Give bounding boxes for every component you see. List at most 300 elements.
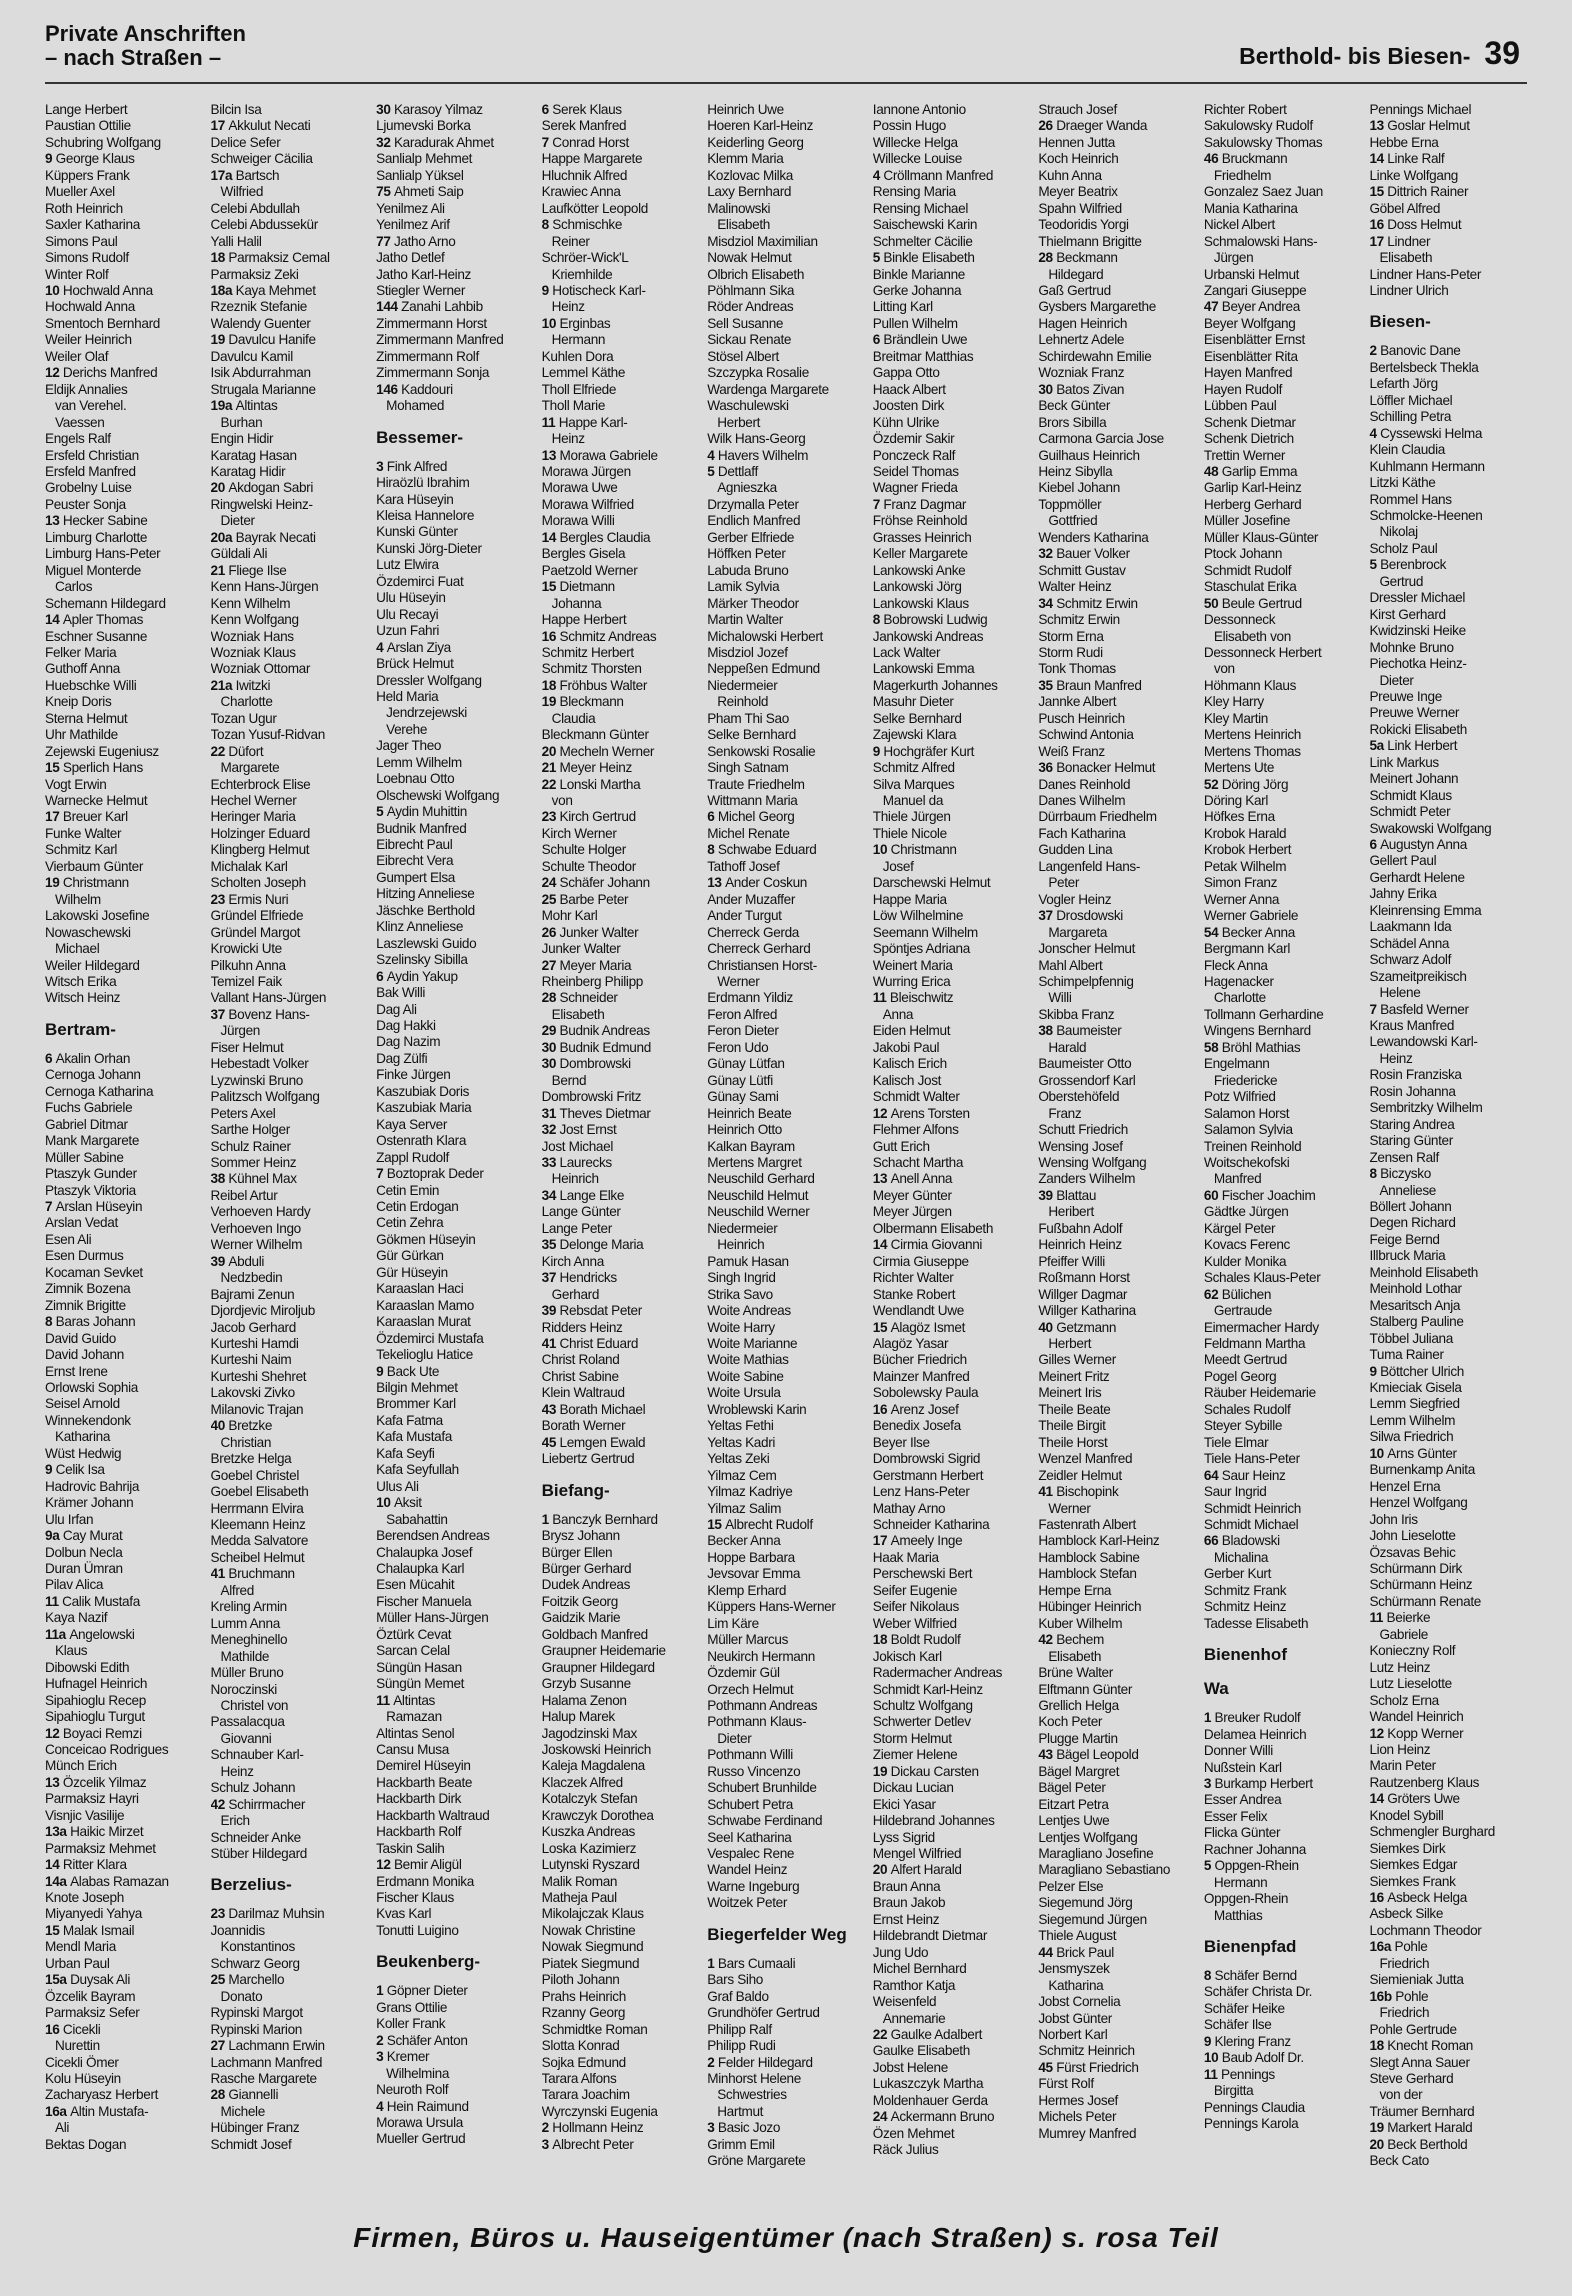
- list-item: Schutt Friedrich: [1038, 1122, 1128, 1138]
- list-item: 14 Gröters Uwe: [1369, 1791, 1460, 1807]
- list-item: Charlotte: [220, 694, 273, 710]
- list-item: Gerhard: [551, 1286, 600, 1302]
- list-item: Sickau Renate: [707, 332, 792, 348]
- list-item: Olbermann Elisabeth: [872, 1220, 994, 1236]
- house-number: 2: [707, 2054, 718, 2070]
- list-item: Sakulowsky Rudolf: [1203, 118, 1313, 134]
- list-item: Gudden Lina: [1038, 842, 1113, 858]
- list-item: 19 Davulcu Hanife: [210, 332, 316, 348]
- list-item: Hennen Jutta: [1038, 134, 1115, 150]
- list-item: Winter Rolf: [45, 266, 109, 282]
- list-item: Tekelioglu Hatice: [376, 1347, 473, 1363]
- list-item: Celebi Abdussekür: [210, 217, 318, 233]
- list-item: Märker Theodor: [707, 595, 799, 611]
- house-number: 34: [541, 1187, 560, 1203]
- list-item: Marin Peter: [1369, 1758, 1436, 1774]
- list-item: Schweiger Cäcilia: [210, 151, 313, 167]
- list-item: 7 Basfeld Werner: [1369, 1001, 1469, 1017]
- list-item: Morawa Uwe: [541, 480, 618, 496]
- list-item: Hagenacker: [1203, 974, 1274, 990]
- list-item: Laufkötter Leopold: [541, 200, 648, 216]
- list-item: 1 Göpner Dieter: [376, 1983, 468, 1999]
- list-item: Kara Hüseyin: [376, 491, 454, 507]
- list-item: Niedermeier: [707, 1220, 778, 1236]
- list-item: Urbanski Helmut: [1203, 266, 1300, 282]
- list-item: Hoeren Karl-Heinz: [707, 118, 814, 134]
- list-item: Woite Andreas: [707, 1303, 791, 1319]
- list-item: Lemm Wilhelm: [1369, 1412, 1456, 1428]
- list-item: Yeltas Kadri: [707, 1434, 776, 1450]
- list-item: Beck Cato: [1369, 2153, 1429, 2169]
- list-item: 15 Dietmann: [541, 579, 615, 595]
- list-item: Ostenrath Klara: [376, 1133, 467, 1149]
- list-item: Meinert Fritz: [1038, 1368, 1110, 1384]
- list-item: 15 Sperlich Hans: [45, 760, 143, 776]
- list-item: Kafa Fatma: [376, 1412, 443, 1428]
- list-item: Budnik Manfred: [376, 820, 467, 836]
- house-number: 17: [1369, 233, 1388, 249]
- list-item: Warne Ingeburg: [707, 1878, 800, 1894]
- list-item: Eschner Susanne: [45, 628, 148, 644]
- list-item: Woite Mathias: [707, 1352, 789, 1368]
- list-item: Lindner Hans-Peter: [1369, 266, 1482, 282]
- list-item: Ulu Hüseyin: [376, 590, 446, 606]
- list-item: Rzeznik Stefanie: [210, 299, 307, 315]
- list-item: Sabahattin: [386, 1511, 448, 1527]
- list-item: Possin Hugo: [872, 118, 946, 134]
- list-item: Gonzalez Saez Juan: [1203, 184, 1324, 200]
- list-item: Dickau Lucian: [872, 1780, 954, 1796]
- list-item: Brysz Johann: [541, 1528, 620, 1544]
- directory-column: [45, 102, 201, 2187]
- list-item: Herbert: [1048, 1335, 1092, 1351]
- list-item: Masuhr Dieter: [872, 694, 954, 710]
- list-item: Franz: [1048, 1105, 1082, 1121]
- list-item: Elisabeth von: [1213, 628, 1291, 644]
- list-item: Feron Alfred: [707, 1006, 778, 1022]
- list-item: 1 Banczyk Bernhard: [541, 1511, 658, 1527]
- house-number: 11: [45, 1593, 63, 1609]
- house-number: 18: [210, 250, 229, 266]
- list-item: Kalkan Bayram: [707, 1138, 795, 1154]
- list-item: Lange Herbert: [45, 102, 128, 117]
- house-number: 24: [872, 2109, 891, 2125]
- list-item: Neuroth Rolf: [376, 2082, 449, 2098]
- list-item: Gertrud: [1379, 573, 1424, 589]
- list-item: Scholz Paul: [1369, 540, 1438, 556]
- list-item: Hochwald Anna: [45, 299, 135, 315]
- list-item: Laszlewski Guido: [376, 935, 477, 951]
- list-item: Orlowski Sophia: [45, 1379, 138, 1395]
- list-item: Joannidis: [210, 1922, 265, 1938]
- list-item: Tollmann Gerhardine: [1203, 1006, 1324, 1022]
- list-item: Pelzer Else: [1038, 1878, 1104, 1894]
- list-item: Grzyb Susanne: [541, 1676, 631, 1692]
- house-number: 9: [45, 1462, 56, 1478]
- list-item: 6 Serek Klaus: [541, 102, 622, 117]
- list-item: Halup Marek: [541, 1709, 615, 1725]
- house-number: 30: [541, 1056, 560, 1072]
- list-item: Böllert Johann: [1369, 1199, 1452, 1214]
- list-item: Klein Claudia: [1369, 442, 1445, 458]
- house-number: 8: [1369, 1166, 1381, 1182]
- list-item: 17 Ameely Inge: [872, 1533, 963, 1549]
- list-item: Dürrbaum Friedhelm: [1038, 809, 1157, 825]
- house-number: 28: [1038, 250, 1057, 266]
- list-item: Bleckmann Günter: [541, 727, 649, 743]
- list-item: Röder Andreas: [707, 299, 794, 315]
- list-item: Niedermeier: [707, 677, 778, 693]
- list-item: Lemm Siegfried: [1369, 1396, 1460, 1412]
- list-item: Rachner Johanna: [1203, 1841, 1306, 1857]
- list-item: Jobst Günter: [1038, 2010, 1112, 2026]
- house-number: 1: [707, 1955, 718, 1971]
- list-item: Morawa Jürgen: [541, 463, 631, 479]
- house-number: 38: [1038, 1023, 1057, 1039]
- list-item: Rypinski Margot: [210, 2005, 303, 2021]
- list-item: 32 Bauer Volker: [1038, 546, 1130, 562]
- house-number: 21: [210, 562, 229, 578]
- list-item: Dressler Michael: [1369, 590, 1466, 606]
- list-item: Beyer Wolfgang: [1203, 315, 1296, 331]
- list-item: Schwabe Ferdinand: [707, 1813, 823, 1829]
- list-item: Malik Roman: [541, 1873, 618, 1889]
- list-item: von der: [1379, 2087, 1423, 2103]
- list-item: Litting Karl: [872, 299, 933, 315]
- house-number: 39: [210, 1253, 229, 1269]
- list-item: Cherreck Gerda: [707, 924, 800, 940]
- list-item: Ersfeld Christian: [45, 447, 139, 463]
- list-item: Roßmann Horst: [1038, 1270, 1130, 1286]
- list-item: Lemmel Käthe: [541, 365, 626, 381]
- house-number: 32: [1038, 546, 1057, 562]
- list-item: 62 Bülichen: [1203, 1286, 1272, 1302]
- house-number: 75: [376, 184, 394, 200]
- list-item: 34 Schmitz Erwin: [1038, 595, 1138, 611]
- list-item: Pohle Gertrude: [1369, 2021, 1457, 2037]
- list-item: Spöntjes Adriana: [872, 941, 970, 957]
- list-item: Burnenkamp Anita: [1369, 1462, 1475, 1478]
- list-item: Nußstein Karl: [1203, 1759, 1282, 1775]
- list-item: Tarara Joachim: [541, 2087, 630, 2103]
- list-item: Kühn Ulrike: [872, 414, 940, 430]
- list-item: 11 Happe Karl-: [541, 414, 628, 430]
- list-item: 60 Fischer Joachim: [1203, 1187, 1316, 1203]
- list-item: Gertraude: [1213, 1303, 1272, 1319]
- list-item: Oppgen-Rhein: [1203, 1891, 1289, 1907]
- list-item: Beyer Ilse: [872, 1434, 930, 1450]
- list-item: Hermann: [1213, 1874, 1268, 1890]
- list-item: Sanlialp Mehmet: [376, 151, 473, 167]
- list-item: Gädtke Jürgen: [1203, 1204, 1289, 1220]
- list-item: Ponczeck Ralf: [872, 447, 956, 463]
- list-item: Gilles Werner: [1038, 1352, 1116, 1368]
- house-number: 41: [210, 1566, 229, 1582]
- list-item: Günay Sami: [707, 1089, 779, 1105]
- list-item: Gür Hüseyin: [376, 1264, 448, 1280]
- list-item: Radermacher Andreas: [872, 1665, 1003, 1681]
- list-item: 43 Bägel Leopold: [1038, 1747, 1139, 1763]
- list-item: 13 Özcelik Yilmaz: [45, 1774, 147, 1790]
- list-item: Saur Ingrid: [1203, 1484, 1267, 1500]
- list-item: Heinrich: [717, 1237, 765, 1253]
- list-item: Meinert Iris: [1038, 1385, 1102, 1401]
- list-item: Mahl Albert: [1038, 957, 1103, 973]
- list-item: 2 Hollmann Heinz: [541, 2120, 644, 2136]
- list-item: Wozniak Hans: [210, 628, 294, 644]
- house-number: 2: [376, 2032, 387, 2048]
- list-item: Schilling Petra: [1369, 409, 1452, 425]
- list-item: Gründel Elfriede: [210, 908, 304, 924]
- house-number: 14: [45, 1857, 63, 1873]
- list-item: Gerstmann Herbert: [872, 1467, 984, 1483]
- list-item: Lachmann Manfred: [210, 2054, 323, 2070]
- list-item: Oberstehöfeld: [1038, 1089, 1120, 1105]
- list-item: Seel Katharina: [707, 1829, 792, 1845]
- house-number: 22: [541, 776, 560, 792]
- list-item: 45 Fürst Friedrich: [1038, 2059, 1139, 2075]
- list-item: 29 Budnik Andreas: [541, 1023, 650, 1039]
- list-item: Grans Ottilie: [376, 1999, 448, 2015]
- list-item: 9 Klering Franz: [1203, 2033, 1291, 2049]
- list-item: Woite Ursula: [707, 1385, 781, 1401]
- list-item: Dolbun Necla: [45, 1544, 123, 1560]
- list-item: 9 Hochgräfer Kurt: [872, 743, 975, 759]
- list-item: 15 Albrecht Rudolf: [707, 1516, 813, 1532]
- list-item: Wardenga Margarete: [707, 381, 829, 397]
- list-item: Konieczny Rolf: [1369, 1643, 1456, 1659]
- list-item: 22 Gaulke Adalbert: [872, 2027, 983, 2043]
- list-item: Delice Sefer: [210, 134, 281, 150]
- house-number: 19: [541, 694, 560, 710]
- list-item: 52 Döring Jörg: [1203, 776, 1289, 792]
- list-item: Heinz Sibylla: [1038, 463, 1113, 479]
- list-item: Wilhelmina: [386, 2065, 450, 2081]
- house-number: 10: [45, 282, 63, 298]
- page-number: 39: [1484, 35, 1520, 71]
- list-item: Müller Sabine: [45, 1149, 124, 1165]
- list-item: Martin Walter: [707, 612, 783, 628]
- list-item: Wozniak Franz: [1038, 365, 1125, 381]
- house-number: 11: [541, 414, 559, 430]
- list-item: Iannone Antonio: [872, 102, 966, 117]
- house-number: 15: [45, 1922, 63, 1938]
- list-item: Schimpelpfennig: [1038, 974, 1134, 990]
- list-item: Winnekendonk: [45, 1412, 131, 1428]
- list-item: John Lieselotte: [1369, 1528, 1456, 1544]
- list-item: Neuschild Werner: [707, 1204, 810, 1220]
- house-number: 16: [45, 2021, 63, 2037]
- list-item: Jensmyszek: [1038, 1961, 1110, 1977]
- house-number: 2: [541, 2120, 553, 2136]
- list-item: Jatho Detlef: [376, 250, 445, 266]
- list-item: Gottfried: [1048, 513, 1098, 529]
- list-item: 3 Kremer: [376, 2049, 430, 2065]
- list-item: Schenk Dietmar: [1203, 414, 1296, 430]
- house-number: 26: [1038, 118, 1057, 134]
- list-item: Meyer Günter: [872, 1187, 952, 1203]
- list-item: Tuma Rainer: [1369, 1347, 1444, 1363]
- list-item: 20 Akdogan Sabri: [210, 480, 314, 496]
- list-item: Lutz Heinz: [1369, 1659, 1431, 1675]
- list-item: Graf Baldo: [707, 1988, 769, 2004]
- list-item: 144 Zanahi Lahbib: [376, 299, 483, 315]
- list-item: Claudia: [551, 710, 596, 726]
- list-item: Cetin Zehra: [376, 1215, 444, 1231]
- list-item: 16 Asbeck Helga: [1369, 1890, 1467, 1906]
- list-item: Morawa Ursula: [376, 2115, 463, 2131]
- list-item: Özdemirci Fuat: [376, 573, 464, 589]
- list-item: Höffken Peter: [707, 546, 786, 562]
- list-item: Müller Marcus: [707, 1632, 789, 1648]
- house-number: 26: [541, 924, 560, 940]
- list-item: Reiner: [551, 233, 590, 249]
- list-item: Gellert Paul: [1369, 853, 1437, 869]
- list-item: Elisabeth: [717, 217, 770, 233]
- list-item: Schmitt Gustav: [1038, 562, 1126, 578]
- house-number: 16: [1369, 217, 1388, 233]
- list-item: Sanlialp Yüksel: [376, 167, 464, 183]
- house-number: 3: [541, 2136, 553, 2152]
- list-item: Mengel Wilfried: [872, 1846, 962, 1862]
- list-item: 5 Aydin Muhittin: [376, 804, 467, 820]
- list-item: 40 Getzmann: [1038, 1319, 1117, 1335]
- list-item: Saischewski Karin: [872, 217, 978, 233]
- house-number: 47: [1203, 299, 1222, 315]
- list-item: Alagöz Yasar: [872, 1335, 949, 1351]
- list-item: 17a Bartsch: [210, 167, 280, 183]
- list-item: Hübinger Heinrich: [1038, 1599, 1142, 1615]
- list-item: Parmaksiz Zeki: [210, 266, 299, 282]
- list-item: Herberg Gerhard: [1203, 496, 1302, 512]
- list-item: Ander Turgut: [707, 908, 782, 924]
- list-item: Altintas Senol: [376, 1725, 455, 1741]
- house-number: 6: [376, 968, 387, 984]
- list-item: Süngün Hasan: [376, 1659, 462, 1675]
- list-item: 58 Bröhl Mathias: [1203, 1039, 1301, 1055]
- house-number: 20: [541, 743, 560, 759]
- list-item: Lankowski Anke: [872, 562, 966, 578]
- list-item: Celebi Abdullah: [210, 200, 300, 216]
- list-item: Mueller Axel: [45, 184, 115, 200]
- list-item: Scholten Joseph: [210, 875, 306, 891]
- list-item: Vogler Heinz: [1038, 891, 1112, 907]
- list-item: 39 Abduli: [210, 1253, 265, 1269]
- list-item: 9 Celik Isa: [45, 1462, 105, 1478]
- list-item: Burhan: [220, 414, 263, 430]
- list-item: Mertens Heinrich: [1203, 727, 1302, 743]
- list-item: Danes Wilhelm: [1038, 793, 1126, 809]
- list-item: Weber Wilfried: [872, 1615, 957, 1631]
- list-item: 16 Cicekli: [45, 2021, 101, 2037]
- house-number: 23: [210, 891, 229, 907]
- list-item: Zimnik Bozena: [45, 1281, 131, 1297]
- house-number: 16a: [45, 2103, 71, 2119]
- list-item: Schultz Wolfgang: [872, 1697, 973, 1713]
- list-item: Hartmut: [717, 2103, 764, 2119]
- list-item: Paetzold Werner: [541, 562, 638, 578]
- list-item: 20 Alfert Harald: [872, 1862, 962, 1878]
- house-number: 9: [872, 743, 884, 759]
- house-number: 21: [541, 760, 560, 776]
- list-item: Gökmen Hüseyin: [376, 1231, 476, 1247]
- list-item: Sarthe Holger: [210, 1122, 290, 1138]
- list-item: Michels Peter: [1038, 2109, 1117, 2125]
- list-item: Bars Siho: [707, 1972, 764, 1988]
- list-item: Manfred: [1213, 1171, 1262, 1187]
- list-item: David Guido: [45, 1330, 116, 1346]
- house-number: 16b: [1369, 1988, 1396, 2004]
- list-item: Kneip Doris: [45, 694, 112, 710]
- list-item: 20 Mecheln Werner: [541, 743, 655, 759]
- list-item: Litzki Käthe: [1369, 475, 1436, 491]
- list-item: Brüne Walter: [1038, 1665, 1113, 1681]
- list-item: Herrmann Elvira: [210, 1500, 304, 1516]
- list-item: Malinowski: [707, 200, 771, 216]
- list-item: Zejewski Eugeniusz: [45, 743, 159, 759]
- list-item: Löffler Michael: [1369, 392, 1453, 408]
- list-item: Schulte Holger: [541, 842, 626, 858]
- list-item: Döring Karl: [1203, 793, 1269, 809]
- list-item: Loebnau Otto: [376, 771, 455, 787]
- house-number: 7: [376, 1166, 387, 1182]
- list-item: Norbert Karl: [1038, 2027, 1108, 2043]
- list-item: Schales Klaus-Peter: [1203, 1270, 1321, 1286]
- list-item: Kuhlmann Hermann: [1369, 458, 1485, 474]
- house-number: 23: [541, 809, 560, 825]
- list-item: Kiebel Johann: [1038, 480, 1120, 496]
- list-item: Pothmann Andreas: [707, 1697, 818, 1713]
- house-number: 31: [541, 1105, 560, 1121]
- house-number: 9: [376, 1363, 387, 1379]
- directory-column: [211, 102, 367, 2187]
- list-item: Krawczyk Dorothea: [541, 1807, 654, 1823]
- list-item: Hayen Rudolf: [1203, 381, 1283, 397]
- list-item: Wilhelm: [55, 891, 101, 907]
- list-item: Felker Maria: [45, 644, 117, 660]
- list-item: Rautzenberg Klaus: [1369, 1774, 1480, 1790]
- list-item: 8 Schmischke: [541, 217, 623, 233]
- list-item: Nickel Albert: [1203, 217, 1275, 233]
- header-title: Private Anschriften: [45, 21, 246, 46]
- list-item: Siemkes Dirk: [1369, 1840, 1446, 1856]
- list-item: Kalisch Erich: [872, 1056, 947, 1072]
- list-item: Gappa Otto: [872, 365, 940, 381]
- house-number: 16: [872, 1401, 891, 1417]
- list-item: Dag Hakki: [376, 1018, 436, 1034]
- list-item: Eiden Helmut: [872, 1023, 951, 1039]
- list-item: Anneliese: [1379, 1182, 1436, 1198]
- list-item: Danes Reinhold: [1038, 776, 1131, 792]
- list-item: Wilk Hans-Georg: [707, 431, 806, 447]
- list-item: Karatag Hidir: [210, 463, 286, 479]
- house-number: 46: [1203, 151, 1222, 167]
- directory-column: [376, 102, 532, 2187]
- list-item: Schubert Petra: [707, 1796, 793, 1812]
- list-item: Cicekli Ömer: [45, 2054, 119, 2070]
- list-item: Heribert: [1048, 1204, 1094, 1220]
- list-item: Lange Peter: [541, 1220, 612, 1236]
- list-item: John Iris: [1369, 1511, 1418, 1527]
- list-item: 36 Bonacker Helmut: [1038, 760, 1156, 776]
- list-item: 7 Conrad Horst: [541, 134, 629, 150]
- street-heading: Berzelius-: [210, 1875, 292, 1895]
- list-item: Friedrich: [1379, 1955, 1430, 1971]
- list-item: Klein Waltraud: [541, 1385, 625, 1401]
- list-item: 12 Bemir Aligül: [376, 1857, 462, 1873]
- list-item: Yilmaz Kadriye: [707, 1484, 793, 1500]
- house-number: 24: [541, 875, 560, 891]
